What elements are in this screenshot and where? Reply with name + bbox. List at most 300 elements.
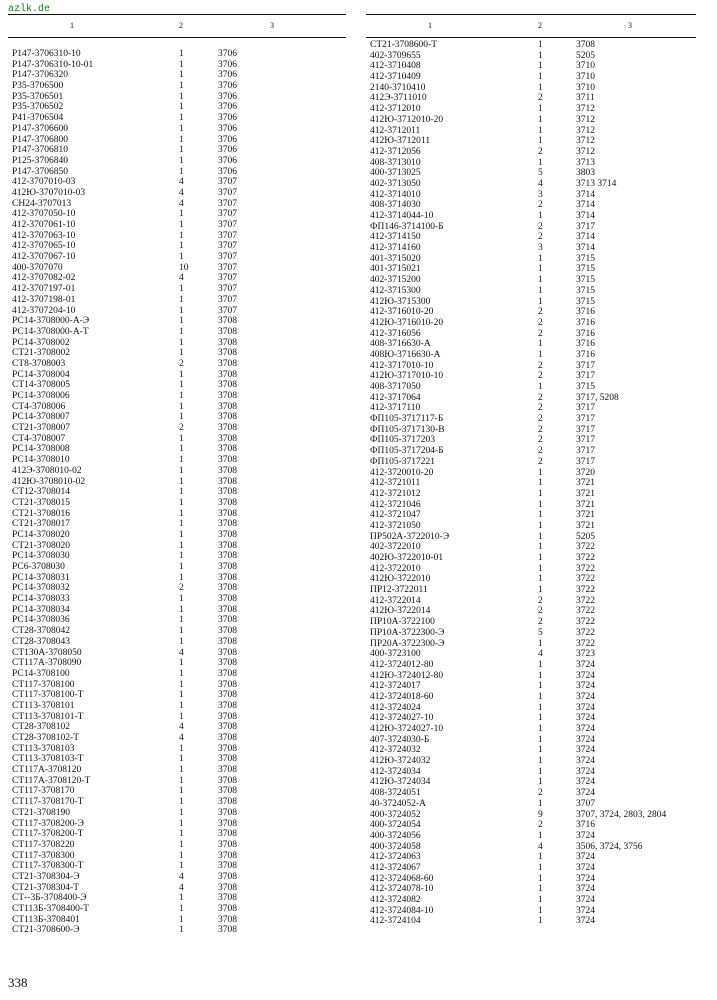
- table-row: [8, 402, 346, 413]
- table-row: [366, 842, 696, 853]
- group-number: 3707: [218, 241, 237, 252]
- group-number: 3722: [576, 617, 595, 628]
- group-number: 3707: [218, 294, 237, 305]
- table-row: [366, 318, 696, 329]
- part-number: 412Ю-3712011: [370, 136, 431, 147]
- group-number: 3710: [576, 82, 595, 93]
- table-row: [8, 348, 346, 359]
- group-number: 3724: [576, 681, 595, 692]
- quantity: 1: [538, 349, 543, 360]
- quantity: 1: [179, 123, 184, 134]
- quantity: 4: [538, 178, 543, 189]
- quantity: 2: [538, 307, 543, 318]
- part-number: 412-3710408: [370, 61, 421, 72]
- group-number: 3708: [218, 401, 237, 412]
- quantity: 2: [538, 146, 543, 157]
- table-row: [8, 733, 346, 744]
- quantity: 1: [179, 145, 184, 156]
- table-row: [8, 658, 346, 669]
- part-number: ПР12-3722011: [370, 585, 428, 596]
- part-number: 402-3715200: [370, 275, 421, 286]
- group-number: 3707: [218, 273, 237, 284]
- table-row: [366, 446, 696, 457]
- table-row: [8, 263, 346, 274]
- quantity: 2: [179, 583, 184, 594]
- group-number: 3717: [576, 456, 595, 467]
- table-row: [366, 350, 696, 361]
- group-number: 3724: [576, 884, 595, 895]
- part-number: СТ117А-3708090: [12, 658, 82, 669]
- group-number: 3708: [218, 316, 237, 327]
- part-number: ПР502А-3722010-Э: [370, 531, 450, 542]
- quantity: 1: [179, 209, 184, 220]
- part-number: СТ21-3708002: [12, 348, 71, 359]
- left-column: [8, 14, 346, 936]
- group-number: 3708: [218, 722, 237, 733]
- group-number: 3717: [576, 360, 595, 371]
- part-number: 400-3724052: [370, 809, 421, 820]
- group-number: 3714: [576, 200, 595, 211]
- table-row: [366, 254, 696, 265]
- part-number: СТ21-3708190: [12, 807, 71, 818]
- group-number: 3706: [218, 155, 237, 166]
- quantity: 1: [179, 850, 184, 861]
- quantity: 1: [179, 529, 184, 540]
- group-number: 3706: [218, 59, 237, 70]
- group-number: 3708: [218, 893, 237, 904]
- group-number: 3708: [218, 775, 237, 786]
- quantity: 1: [538, 766, 543, 777]
- part-number: ФП105-3717204-Б: [370, 446, 444, 457]
- group-number: 3724: [576, 830, 595, 841]
- group-number: 3706: [218, 81, 237, 92]
- table-row: [8, 744, 346, 755]
- group-number: 3708: [218, 861, 237, 872]
- part-number: 412-3714010: [370, 189, 421, 200]
- part-number: 412-3714150: [370, 232, 421, 243]
- quantity: 1: [179, 294, 184, 305]
- part-number: 400-3724056: [370, 830, 421, 841]
- quantity: 2: [538, 595, 543, 606]
- part-number: 412-3724017: [370, 681, 421, 692]
- table-row: [8, 797, 346, 808]
- part-number: 412-3724034: [370, 766, 421, 777]
- quantity: 4: [179, 187, 184, 198]
- part-number: РС14-3708006: [12, 391, 70, 401]
- part-number: 412-3712011: [370, 125, 421, 136]
- part-number: СТ28-3708043: [12, 636, 71, 647]
- quantity: 1: [179, 455, 184, 466]
- table-row: [366, 745, 696, 756]
- part-number: 402-3709655: [370, 50, 421, 61]
- table-row: [8, 669, 346, 680]
- part-number: РС14-3708031: [12, 572, 70, 583]
- part-number: 412Ю-3717010-10: [370, 371, 444, 382]
- quantity: 1: [179, 893, 184, 904]
- quantity: 1: [179, 572, 184, 583]
- part-number: Р147-3706800: [12, 134, 68, 145]
- group-number: 3715: [576, 253, 595, 264]
- part-number: 402-3713050: [370, 178, 421, 189]
- quantity: 1: [179, 861, 184, 872]
- part-number: СТ14-3708005: [12, 380, 71, 391]
- part-number: РС14-3708000-А-Т: [12, 326, 89, 337]
- table-row: [8, 359, 346, 370]
- quantity: 4: [179, 198, 184, 209]
- table-row: [8, 541, 346, 552]
- table-row: [8, 231, 346, 242]
- part-number: 412-3724024: [370, 702, 421, 713]
- part-number: 412-3721011: [370, 478, 421, 489]
- group-number: 3724: [576, 905, 595, 916]
- table-row: [8, 487, 346, 498]
- part-number: РС6-3708030: [12, 562, 65, 572]
- part-number: 402Ю-3722010-01: [370, 553, 444, 563]
- table-row: [8, 754, 346, 765]
- group-number: 3708: [218, 658, 237, 669]
- table-row: [8, 648, 346, 659]
- part-number: 412-3721046: [370, 499, 421, 510]
- group-number: 3708: [218, 476, 237, 487]
- group-number: 3717: [576, 414, 595, 425]
- table-row: [8, 915, 346, 926]
- group-number: 3723: [576, 649, 595, 660]
- group-number: 3803: [576, 168, 595, 179]
- quantity: 1: [179, 690, 184, 701]
- table-row: [8, 327, 346, 338]
- quantity: 1: [538, 510, 543, 521]
- group-number: 3712: [576, 136, 595, 147]
- part-number: СТ21-3708304-Э: [12, 871, 80, 882]
- group-number: 3708: [218, 572, 237, 583]
- quantity: 1: [179, 401, 184, 412]
- table-row: [8, 626, 346, 637]
- table-row: [366, 703, 696, 714]
- part-number: СТ21-3708020: [12, 540, 71, 551]
- group-number: 3714: [576, 189, 595, 200]
- table-row: [8, 594, 346, 605]
- group-number: 3722: [576, 563, 595, 574]
- group-number: 3708: [218, 508, 237, 519]
- quantity: 1: [538, 862, 543, 873]
- part-number: 412-3724078-10: [370, 884, 434, 895]
- quantity: 2: [538, 414, 543, 425]
- part-number: 412-3721047: [370, 510, 421, 521]
- quantity: 1: [538, 777, 543, 788]
- part-number: 412-3707204-10: [12, 305, 76, 316]
- quantity: 1: [179, 914, 184, 925]
- part-number: 412-3717064: [370, 392, 421, 403]
- table-row: [366, 478, 696, 489]
- part-number: СТ113Б-3708400-Т: [12, 904, 89, 914]
- table-row: [366, 767, 696, 778]
- part-number: 412Ю-3724027-10: [370, 724, 444, 734]
- part-number: Р147-3706850: [12, 166, 68, 177]
- group-number: 3724: [576, 691, 595, 702]
- quantity: 1: [179, 412, 184, 423]
- group-number: 3708: [218, 444, 237, 455]
- part-number: Р41-3706504: [12, 113, 64, 124]
- part-number: ФП105-3717130-В: [370, 424, 445, 435]
- header-col-1: 1: [428, 21, 432, 30]
- table-row: [8, 391, 346, 402]
- table-row: [366, 692, 696, 703]
- group-number: 3711: [576, 93, 595, 104]
- group-number: 3721: [576, 510, 595, 521]
- table-row: [8, 252, 346, 263]
- quantity: 1: [538, 104, 543, 115]
- group-number: 3707: [218, 284, 237, 295]
- table-row: [366, 339, 696, 350]
- quantity: 1: [538, 638, 543, 649]
- quantity: 1: [538, 499, 543, 510]
- table-row: [366, 884, 696, 895]
- group-number: 3722: [576, 606, 595, 617]
- quantity: 1: [538, 50, 543, 61]
- quantity: 1: [538, 691, 543, 702]
- quantity: 1: [179, 444, 184, 455]
- table-row: [366, 40, 696, 51]
- group-number: 3722: [576, 542, 595, 553]
- part-number: РС14-3708036: [12, 615, 70, 626]
- group-number: 3708: [576, 40, 595, 50]
- part-number: СТ113-3708101-Т: [12, 711, 84, 722]
- table-row: [8, 380, 346, 391]
- quantity: 1: [179, 369, 184, 380]
- table-row: [366, 916, 696, 927]
- quantity: 2: [538, 360, 543, 371]
- quantity: 4: [179, 177, 184, 188]
- quantity: 1: [179, 305, 184, 316]
- table-row: [8, 434, 346, 445]
- group-number: 3708: [218, 711, 237, 722]
- group-number: 3722: [576, 585, 595, 596]
- table-row: [8, 209, 346, 220]
- quantity: 1: [538, 253, 543, 264]
- part-number: 412Ю-3722010: [370, 574, 431, 585]
- table-row: [366, 542, 696, 553]
- table-row: [366, 553, 696, 564]
- group-number: 3706: [218, 123, 237, 134]
- quantity: 2: [538, 200, 543, 211]
- quantity: 2: [538, 328, 543, 339]
- quantity: 1: [179, 839, 184, 850]
- quantity: 4: [179, 733, 184, 743]
- group-number: 3724: [576, 702, 595, 713]
- group-number: 3707: [218, 262, 237, 273]
- table-row: [366, 297, 696, 308]
- quantity: 1: [179, 540, 184, 551]
- quantity: 1: [538, 40, 543, 50]
- group-number: 3724: [576, 670, 595, 681]
- table-row: [8, 167, 346, 178]
- group-number: 3724: [576, 734, 595, 745]
- group-number: 3708: [218, 380, 237, 391]
- table-row: [8, 466, 346, 477]
- quantity: 10: [179, 262, 189, 273]
- table-row: [366, 628, 696, 639]
- group-number: 3716: [576, 349, 595, 360]
- part-number: СТ4-3708007: [12, 433, 66, 444]
- part-number: РС14-3708002: [12, 337, 70, 348]
- quantity: 1: [538, 681, 543, 692]
- right-column: [366, 14, 696, 927]
- table-row: [8, 188, 346, 199]
- table-row: [366, 660, 696, 671]
- group-number: 3708: [218, 497, 237, 508]
- quantity: 1: [538, 852, 543, 863]
- group-number: 3724: [576, 756, 595, 767]
- quantity: 1: [179, 775, 184, 786]
- group-number: 3715: [576, 296, 595, 307]
- quantity: 4: [179, 871, 184, 882]
- page-number: 338: [8, 975, 28, 990]
- quantity: 2: [538, 424, 543, 435]
- table-row: [366, 190, 696, 201]
- table-row: [8, 220, 346, 231]
- table-row: [366, 425, 696, 436]
- quantity: 4: [538, 649, 543, 660]
- group-number: 3708: [218, 765, 237, 776]
- group-number: 3710: [576, 61, 595, 72]
- part-number: 408Ю-3716630-А: [370, 349, 441, 360]
- quantity: 1: [179, 594, 184, 605]
- part-number: СТ117-3708170: [12, 786, 75, 797]
- part-number: 408-3716630-А: [370, 339, 431, 350]
- part-number: СТ113-3708103-Т: [12, 754, 84, 765]
- group-number: 5205: [576, 50, 595, 61]
- group-number: 3708: [218, 369, 237, 380]
- table-row: [366, 596, 696, 607]
- table-row: [8, 70, 346, 81]
- table-row: [8, 455, 346, 466]
- table-row: [8, 712, 346, 723]
- group-number: 3708: [218, 358, 237, 369]
- group-number: 3721: [576, 478, 595, 489]
- quantity: 1: [179, 818, 184, 829]
- quantity: 1: [538, 702, 543, 713]
- part-number: 412-3721012: [370, 488, 421, 499]
- table-row: [8, 156, 346, 167]
- group-number: 3713 3714: [576, 178, 617, 189]
- part-number: 412-3707061-10: [12, 220, 76, 230]
- quantity: 1: [538, 585, 543, 596]
- table-row: [366, 93, 696, 104]
- table-row: [366, 457, 696, 468]
- group-number: 3724: [576, 777, 595, 788]
- quantity: 1: [538, 670, 543, 681]
- part-number: Р125-3706840: [12, 155, 68, 166]
- table-row: [366, 468, 696, 479]
- quantity: 2: [538, 93, 543, 104]
- part-number: СТ117-3708300-Т: [12, 861, 84, 872]
- quantity: 2: [538, 371, 543, 382]
- quantity: 2: [538, 392, 543, 403]
- group-number: 3717: [576, 446, 595, 457]
- table-row: [366, 777, 696, 788]
- group-number: 3712: [576, 125, 595, 136]
- table-row: [8, 819, 346, 830]
- part-number: 412Ю-3708010-02: [12, 476, 86, 487]
- group-number: 3708: [218, 700, 237, 711]
- group-number: 3708: [218, 594, 237, 605]
- quantity: 2: [538, 435, 543, 446]
- group-number: 3708: [218, 348, 237, 359]
- quantity: 1: [538, 467, 543, 478]
- group-number: 3724: [576, 852, 595, 863]
- quantity: 1: [179, 391, 184, 401]
- part-number: 412Ю-3724032: [370, 756, 431, 767]
- table-row: [366, 617, 696, 628]
- part-number: 412-3724104: [370, 916, 421, 927]
- quantity: 1: [538, 296, 543, 307]
- header-col-3: 3: [270, 21, 274, 30]
- part-number: 412-3707067-10: [12, 252, 76, 263]
- quantity: 1: [179, 668, 184, 679]
- group-number: 3708: [218, 914, 237, 925]
- quantity: 1: [538, 905, 543, 916]
- part-number: 412-3724012-80: [370, 659, 434, 670]
- part-number: СТ113Б-3708401: [12, 914, 80, 925]
- part-number: Р147-3706320: [12, 70, 68, 81]
- part-number: СТ117-3708200-Э: [12, 818, 84, 829]
- table-row: [8, 423, 346, 434]
- table-row: [366, 500, 696, 511]
- table-row: [8, 573, 346, 584]
- part-number: РС14-3708008: [12, 444, 70, 455]
- group-number: 3721: [576, 499, 595, 510]
- part-number: ФП146-3714100-Б: [370, 221, 444, 232]
- quantity: 1: [538, 873, 543, 884]
- quantity: 1: [179, 166, 184, 177]
- table-row: [366, 222, 696, 233]
- quantity: 1: [179, 711, 184, 722]
- part-number: 412Э-3708010-02: [12, 465, 82, 476]
- table-row: [8, 551, 346, 562]
- group-number: 3708: [218, 433, 237, 444]
- group-number: 3724: [576, 659, 595, 670]
- table-row: [366, 724, 696, 735]
- table-row: [366, 713, 696, 724]
- quantity: 4: [179, 722, 184, 733]
- group-number: 3708: [218, 562, 237, 572]
- group-number: 3724: [576, 745, 595, 756]
- group-number: 3708: [218, 733, 237, 743]
- quantity: 1: [179, 786, 184, 797]
- part-number: СТ130А-3708050: [12, 647, 82, 658]
- quantity: 1: [179, 241, 184, 252]
- part-number: СН24-3707013: [12, 198, 72, 209]
- table-body: [8, 38, 346, 936]
- group-number: 3710: [576, 72, 595, 83]
- part-number: СТ113-3708103: [12, 743, 75, 754]
- part-number: 412-3714044-10: [370, 211, 434, 221]
- group-number: 3706: [218, 70, 237, 81]
- part-number: СТ21-3708007: [12, 423, 71, 434]
- part-number: СТ--3Б-3708400-Э: [12, 893, 87, 904]
- quantity: 1: [538, 713, 543, 724]
- quantity: 1: [179, 134, 184, 145]
- group-number: 3708: [218, 423, 237, 434]
- part-number: РС14-3708020: [12, 529, 70, 540]
- group-number: 3708: [218, 583, 237, 594]
- quantity: 4: [538, 841, 543, 852]
- group-number: 3712: [576, 146, 595, 157]
- quantity: 1: [538, 339, 543, 350]
- part-number: 407-3724030-Б: [370, 734, 430, 745]
- table-row: [366, 168, 696, 179]
- group-number: 3714: [576, 211, 595, 221]
